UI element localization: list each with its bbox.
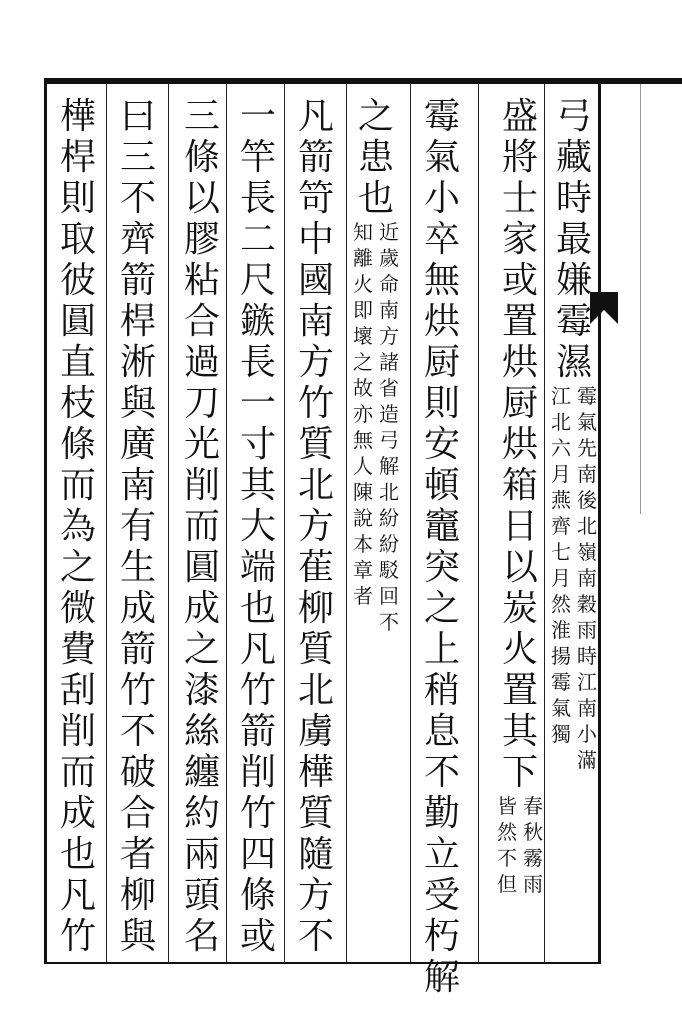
margin-rule: [640, 84, 641, 514]
annotation-notes: [350, 219, 402, 635]
main-text: 一 竿 長 二 尺 鏃 長 一 寸 其 大 端 也 凡 竹 箭 削 竹 四 條 或: [239, 96, 276, 957]
text-column: [494, 96, 546, 897]
annotation-line: 江 北 六 月 燕 齊 七 月 然 淮 揚 霉 氣 獨: [551, 384, 571, 746]
main-text: 弓 藏 時 最 嫌 霉 濕: [555, 96, 592, 383]
text-column: [56, 96, 100, 957]
annotation-line: 知 離 火 即 壞 之 故 亦 無 人 陳 說 本 章 者: [353, 220, 373, 608]
column-rule: [106, 84, 107, 962]
annotation-notes: [548, 383, 600, 773]
main-text: 凡 箭 笴 中 國 南 方 竹 質 北 方 萑 柳 質 北 虜 樺 質 隨 方 不: [297, 96, 334, 957]
main-text: 霉 氣 小 卒 無 烘 厨 則 安 頓 竈 突 之 上 稍 息 不 勤 立 受 朽 解: [423, 96, 460, 998]
text-column: [548, 96, 600, 773]
text-column: [294, 96, 338, 957]
main-text: 之 患 也: [357, 96, 394, 219]
column-rule: [478, 84, 479, 962]
annotation-notes: [494, 793, 546, 897]
annotation-line: 霉 氣 先 南 後 北 嶺 南 穀 雨 時 江 南 小 滿: [577, 384, 597, 772]
column-rule: [226, 84, 227, 962]
column-rule: [346, 84, 347, 962]
main-text: 盛 將 士 家 或 置 烘 厨 烘 箱 日 以 炭 火 置 其 下: [501, 96, 538, 793]
column-rule: [410, 84, 411, 962]
text-column: [350, 96, 402, 635]
annotation-line: 皆 然 不 但: [497, 794, 517, 896]
text-column: [116, 96, 160, 957]
text-column: [420, 96, 464, 998]
annotation-line: 春 秋 霧 雨: [523, 794, 543, 896]
frame-left-border: [44, 84, 47, 964]
column-rule: [284, 84, 285, 962]
frame-top-border: [44, 78, 682, 84]
annotation-line: 近 歲 命 南 方 諸 省 造 弓 解 北 紛 紛 駁 回 不: [379, 220, 399, 634]
frame-bottom-border: [44, 962, 600, 964]
text-column: [180, 96, 224, 957]
column-rule: [168, 84, 169, 962]
main-text: 樺 桿 則 取 彼 圓 直 枝 條 而 為 之 微 費 刮 削 而 成 也 凡 竹: [59, 96, 96, 957]
text-column: [236, 96, 280, 957]
main-text: 三 條 以 膠 粘 合 過 刀 光 削 而 圓 成 之 漆 絲 纏 約 兩 頭 名: [183, 96, 220, 957]
main-text: 曰 三 不 齊 箭 桿 淅 與 廣 南 有 生 成 箭 竹 不 破 合 者 柳 與: [119, 96, 156, 957]
